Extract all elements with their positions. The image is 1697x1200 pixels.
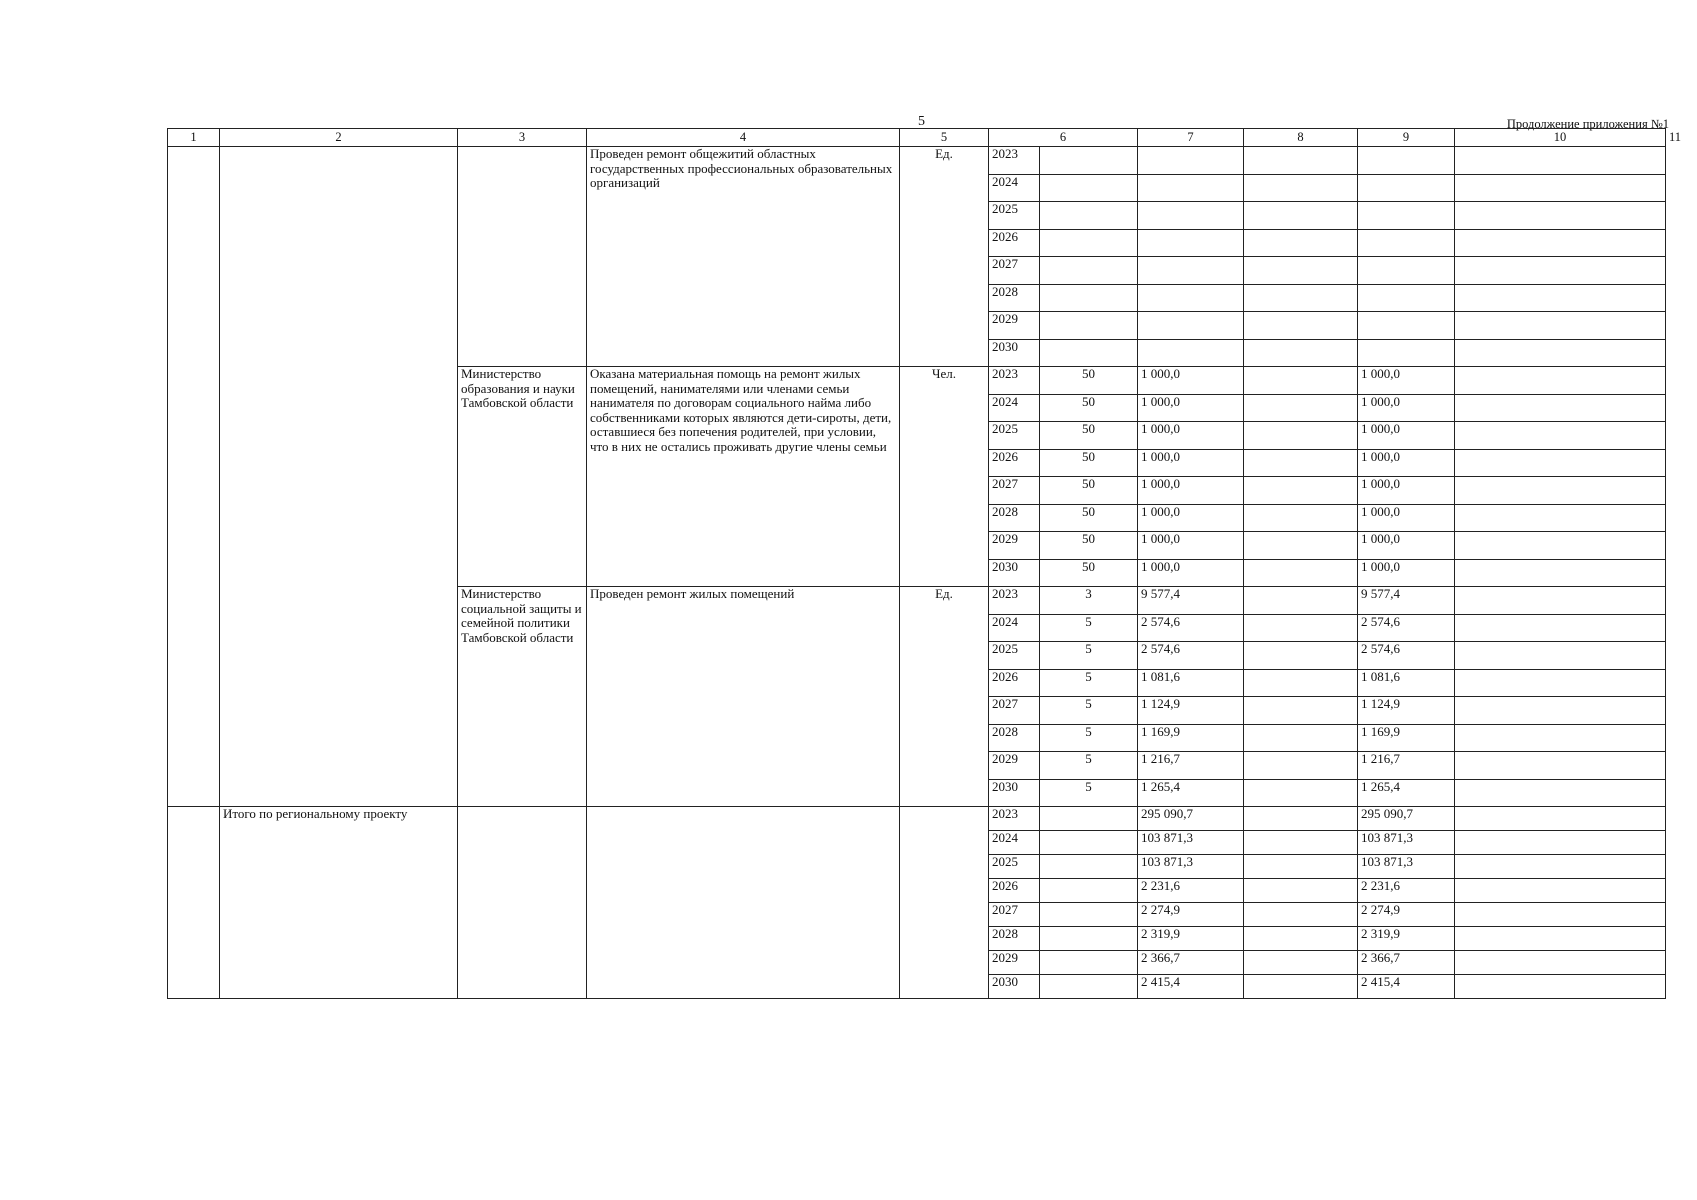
cell-year: 2023 bbox=[989, 147, 1040, 175]
cell-local bbox=[1455, 147, 1666, 175]
cell-value: 50 bbox=[1040, 477, 1138, 505]
cell-regional: 2 319,9 bbox=[1358, 927, 1455, 951]
cell-federal bbox=[1244, 229, 1358, 257]
cell-total-funding: 1 124,9 bbox=[1138, 697, 1244, 725]
cell-value bbox=[1040, 147, 1138, 175]
cell-value: 50 bbox=[1040, 504, 1138, 532]
cell-value bbox=[1040, 855, 1138, 879]
cell-unit: Ед. bbox=[900, 147, 989, 367]
cell-regional bbox=[1358, 147, 1455, 175]
cell-year: 2029 bbox=[989, 312, 1040, 340]
cell-year: 2027 bbox=[989, 697, 1040, 725]
cell-value bbox=[1040, 975, 1138, 999]
cell-federal bbox=[1244, 642, 1358, 670]
cell-value bbox=[1040, 903, 1138, 927]
cell-total-funding: 1 000,0 bbox=[1138, 504, 1244, 532]
program-table bbox=[167, 128, 1682, 999]
cell-year: 2027 bbox=[989, 477, 1040, 505]
cell-federal bbox=[1244, 174, 1358, 202]
cell-federal bbox=[1244, 532, 1358, 560]
cell-regional bbox=[1358, 202, 1455, 230]
cell-year: 2025 bbox=[989, 642, 1040, 670]
cell-regional: 1 000,0 bbox=[1358, 559, 1455, 587]
cell-total-funding: 1 000,0 bbox=[1138, 394, 1244, 422]
cell-regional: 295 090,7 bbox=[1358, 807, 1455, 831]
cell-year: 2024 bbox=[989, 174, 1040, 202]
cell-result: Проведен ремонт общежитий областных государственных профессиональных образовательных организаций bbox=[587, 147, 900, 367]
cell-local bbox=[1455, 229, 1666, 257]
cell-value bbox=[1040, 831, 1138, 855]
cell-total-funding bbox=[1138, 229, 1244, 257]
cell-value bbox=[1040, 174, 1138, 202]
cell-value bbox=[1040, 339, 1138, 367]
cell-regional: 1 000,0 bbox=[1358, 504, 1455, 532]
cell-total-funding: 2 366,7 bbox=[1138, 951, 1244, 975]
cell-number bbox=[168, 807, 220, 999]
cell-year: 2026 bbox=[989, 229, 1040, 257]
cell-total-funding bbox=[1138, 339, 1244, 367]
cell-year: 2026 bbox=[989, 449, 1040, 477]
column-header: 8 bbox=[1244, 129, 1358, 147]
column-header: 2 bbox=[220, 129, 458, 147]
cell-total-funding: 2 574,6 bbox=[1138, 614, 1244, 642]
cell-local bbox=[1455, 559, 1666, 587]
cell-value bbox=[1040, 202, 1138, 230]
cell-federal bbox=[1244, 879, 1358, 903]
cell-total-funding: 1 216,7 bbox=[1138, 752, 1244, 780]
cell-value: 5 bbox=[1040, 614, 1138, 642]
cell-value: 50 bbox=[1040, 422, 1138, 450]
cell-year: 2025 bbox=[989, 855, 1040, 879]
cell-responsible bbox=[458, 807, 587, 999]
cell-value bbox=[1040, 284, 1138, 312]
cell-total-funding bbox=[1138, 147, 1244, 175]
cell-total-funding: 1 000,0 bbox=[1138, 559, 1244, 587]
cell-local bbox=[1455, 284, 1666, 312]
cell-year: 2028 bbox=[989, 724, 1040, 752]
cell-federal bbox=[1244, 367, 1358, 395]
cell-federal bbox=[1244, 831, 1358, 855]
cell-value: 5 bbox=[1040, 724, 1138, 752]
cell-local bbox=[1455, 174, 1666, 202]
cell-total-funding: 9 577,4 bbox=[1138, 587, 1244, 615]
cell-total-funding: 103 871,3 bbox=[1138, 831, 1244, 855]
cell-federal bbox=[1244, 449, 1358, 477]
cell-local bbox=[1455, 257, 1666, 285]
cell-regional: 103 871,3 bbox=[1358, 831, 1455, 855]
cell-local bbox=[1455, 504, 1666, 532]
cell-local bbox=[1455, 614, 1666, 642]
cell-local bbox=[1455, 975, 1666, 999]
cell-year: 2028 bbox=[989, 284, 1040, 312]
cell-value: 50 bbox=[1040, 532, 1138, 560]
cell-regional: 2 574,6 bbox=[1358, 614, 1455, 642]
cell-year: 2026 bbox=[989, 879, 1040, 903]
cell-value: 5 bbox=[1040, 752, 1138, 780]
cell-year: 2030 bbox=[989, 975, 1040, 999]
cell-local bbox=[1455, 587, 1666, 615]
cell-responsible bbox=[458, 147, 587, 367]
cell-local bbox=[1455, 831, 1666, 855]
cell-total-funding bbox=[1138, 174, 1244, 202]
cell-year: 2030 bbox=[989, 559, 1040, 587]
cell-year: 2027 bbox=[989, 903, 1040, 927]
cell-value bbox=[1040, 879, 1138, 903]
cell-regional: 2 231,6 bbox=[1358, 879, 1455, 903]
cell-federal bbox=[1244, 927, 1358, 951]
cell-local bbox=[1455, 752, 1666, 780]
cell-total-funding: 2 574,6 bbox=[1138, 642, 1244, 670]
column-header: 3 bbox=[458, 129, 587, 147]
cell-regional: 2 574,6 bbox=[1358, 642, 1455, 670]
cell-total-funding: 1 000,0 bbox=[1138, 477, 1244, 505]
cell-regional: 1 000,0 bbox=[1358, 449, 1455, 477]
cell-federal bbox=[1244, 284, 1358, 312]
cell-value: 3 bbox=[1040, 587, 1138, 615]
cell-year: 2025 bbox=[989, 422, 1040, 450]
cell-regional: 2 366,7 bbox=[1358, 951, 1455, 975]
cell-year: 2030 bbox=[989, 779, 1040, 807]
cell-local bbox=[1455, 669, 1666, 697]
cell-federal bbox=[1244, 312, 1358, 340]
cell-federal bbox=[1244, 903, 1358, 927]
cell-local bbox=[1455, 477, 1666, 505]
cell-regional: 1 000,0 bbox=[1358, 477, 1455, 505]
cell-federal bbox=[1244, 339, 1358, 367]
cell-local bbox=[1455, 879, 1666, 903]
cell-federal bbox=[1244, 669, 1358, 697]
cell-regional: 103 871,3 bbox=[1358, 855, 1455, 879]
cell-number bbox=[168, 147, 220, 807]
cell-regional bbox=[1358, 257, 1455, 285]
cell-responsible: Министерство социальной защиты и семейной политики Тамбовской области bbox=[458, 587, 587, 807]
continuation-label: Продолжение приложения №1 bbox=[1506, 117, 1669, 131]
cell-total-funding bbox=[1138, 257, 1244, 285]
cell-total-funding: 1 000,0 bbox=[1138, 367, 1244, 395]
cell-value: 5 bbox=[1040, 642, 1138, 670]
cell-federal bbox=[1244, 257, 1358, 285]
cell-local bbox=[1455, 449, 1666, 477]
cell-federal bbox=[1244, 752, 1358, 780]
cell-local bbox=[1455, 903, 1666, 927]
cell-total-funding: 295 090,7 bbox=[1138, 807, 1244, 831]
cell-total-funding bbox=[1138, 312, 1244, 340]
column-header: 1 bbox=[168, 129, 220, 147]
cell-year: 2029 bbox=[989, 752, 1040, 780]
cell-total-funding: 2 319,9 bbox=[1138, 927, 1244, 951]
cell-total-funding: 2 415,4 bbox=[1138, 975, 1244, 999]
cell-federal bbox=[1244, 951, 1358, 975]
cell-value: 50 bbox=[1040, 394, 1138, 422]
cell-unit bbox=[900, 807, 989, 999]
cell-federal bbox=[1244, 697, 1358, 725]
cell-federal bbox=[1244, 587, 1358, 615]
cell-federal bbox=[1244, 202, 1358, 230]
column-number-row: 1 2 3 4 5 6 7 8 9 10 11 bbox=[168, 129, 1666, 147]
cell-year: 2024 bbox=[989, 614, 1040, 642]
cell-local bbox=[1455, 779, 1666, 807]
cell-total-funding: 1 000,0 bbox=[1138, 532, 1244, 560]
cell-total-funding: 1 000,0 bbox=[1138, 422, 1244, 450]
cell-regional: 1 124,9 bbox=[1358, 697, 1455, 725]
cell-federal bbox=[1244, 855, 1358, 879]
cell-year: 2024 bbox=[989, 394, 1040, 422]
cell-local bbox=[1455, 367, 1666, 395]
cell-local bbox=[1455, 951, 1666, 975]
column-header: 7 bbox=[1138, 129, 1244, 147]
cell-regional: 1 000,0 bbox=[1358, 367, 1455, 395]
cell-value: 5 bbox=[1040, 697, 1138, 725]
total-label: Итого по региональному проекту bbox=[220, 807, 458, 999]
cell-value: 50 bbox=[1040, 559, 1138, 587]
cell-regional: 9 577,4 bbox=[1358, 587, 1455, 615]
cell-local bbox=[1455, 697, 1666, 725]
cell-value bbox=[1040, 807, 1138, 831]
cell-value bbox=[1040, 951, 1138, 975]
cell-local bbox=[1455, 642, 1666, 670]
cell-value: 5 bbox=[1040, 669, 1138, 697]
cell-local bbox=[1455, 724, 1666, 752]
column-header: 10 bbox=[1455, 129, 1666, 147]
cell-regional bbox=[1358, 174, 1455, 202]
cell-unit: Ед. bbox=[900, 587, 989, 807]
cell-value: 5 bbox=[1040, 779, 1138, 807]
cell-total-funding: 1 265,4 bbox=[1138, 779, 1244, 807]
cell-year: 2030 bbox=[989, 339, 1040, 367]
cell-regional bbox=[1358, 284, 1455, 312]
cell-year: 2025 bbox=[989, 202, 1040, 230]
cell-local bbox=[1455, 394, 1666, 422]
cell-local bbox=[1455, 855, 1666, 879]
cell-value bbox=[1040, 229, 1138, 257]
cell-local bbox=[1455, 927, 1666, 951]
cell-federal bbox=[1244, 422, 1358, 450]
cell-regional: 2 415,4 bbox=[1358, 975, 1455, 999]
cell-year: 2026 bbox=[989, 669, 1040, 697]
cell-result: Проведен ремонт жилых помещений bbox=[587, 587, 900, 807]
cell-local bbox=[1455, 202, 1666, 230]
cell-project-name bbox=[220, 147, 458, 807]
cell-total-funding: 1 000,0 bbox=[1138, 449, 1244, 477]
cell-year: 2028 bbox=[989, 504, 1040, 532]
cell-total-funding: 2 274,9 bbox=[1138, 903, 1244, 927]
cell-value bbox=[1040, 312, 1138, 340]
cell-federal bbox=[1244, 724, 1358, 752]
column-header: 6 bbox=[989, 129, 1138, 147]
cell-value bbox=[1040, 257, 1138, 285]
cell-total-funding: 1 081,6 bbox=[1138, 669, 1244, 697]
cell-result bbox=[587, 807, 900, 999]
page-number: 5 bbox=[918, 114, 925, 129]
table-row bbox=[168, 147, 1666, 175]
cell-value: 50 bbox=[1040, 367, 1138, 395]
cell-year: 2029 bbox=[989, 532, 1040, 560]
cell-regional: 1 081,6 bbox=[1358, 669, 1455, 697]
cell-regional: 1 000,0 bbox=[1358, 532, 1455, 560]
cell-year: 2024 bbox=[989, 831, 1040, 855]
cell-total-funding: 2 231,6 bbox=[1138, 879, 1244, 903]
column-header: 4 bbox=[587, 129, 900, 147]
cell-year: 2029 bbox=[989, 951, 1040, 975]
cell-result: Оказана материальная помощь на ремонт жилых помещений, нанимателями или членами семьи нанимателя по договорам социального найма либо собственниками которых являются дети-сироты, дети, оставшиеся без попечения родителей, при условии, что в них не остались проживать другие члены семьи bbox=[587, 367, 900, 587]
cell-total-funding: 1 169,9 bbox=[1138, 724, 1244, 752]
cell-value: 50 bbox=[1040, 449, 1138, 477]
total-row bbox=[168, 807, 1666, 831]
cell-federal bbox=[1244, 807, 1358, 831]
cell-regional: 1 169,9 bbox=[1358, 724, 1455, 752]
cell-federal bbox=[1244, 477, 1358, 505]
cell-regional: 1 000,0 bbox=[1358, 394, 1455, 422]
column-header: 9 bbox=[1358, 129, 1455, 147]
cell-total-funding: 103 871,3 bbox=[1138, 855, 1244, 879]
cell-year: 2023 bbox=[989, 807, 1040, 831]
cell-local bbox=[1455, 532, 1666, 560]
cell-local bbox=[1455, 312, 1666, 340]
cell-regional: 1 216,7 bbox=[1358, 752, 1455, 780]
cell-regional: 1 000,0 bbox=[1358, 422, 1455, 450]
cell-year: 2023 bbox=[989, 367, 1040, 395]
cell-total-funding bbox=[1138, 202, 1244, 230]
cell-regional: 2 274,9 bbox=[1358, 903, 1455, 927]
cell-federal bbox=[1244, 614, 1358, 642]
cell-unit: Чел. bbox=[900, 367, 989, 587]
cell-year: 2023 bbox=[989, 587, 1040, 615]
cell-local bbox=[1455, 422, 1666, 450]
column-header: 5 bbox=[900, 129, 989, 147]
cell-regional: 1 265,4 bbox=[1358, 779, 1455, 807]
cell-federal bbox=[1244, 394, 1358, 422]
cell-local bbox=[1455, 807, 1666, 831]
cell-responsible: Министерство образования и науки Тамбовской области bbox=[458, 367, 587, 587]
cell-federal bbox=[1244, 779, 1358, 807]
cell-total-funding bbox=[1138, 284, 1244, 312]
cell-federal bbox=[1244, 504, 1358, 532]
cell-regional bbox=[1358, 229, 1455, 257]
cell-federal bbox=[1244, 559, 1358, 587]
cell-value bbox=[1040, 927, 1138, 951]
cell-regional bbox=[1358, 312, 1455, 340]
cell-federal bbox=[1244, 975, 1358, 999]
cell-year: 2028 bbox=[989, 927, 1040, 951]
cell-local bbox=[1455, 339, 1666, 367]
cell-year: 2027 bbox=[989, 257, 1040, 285]
cell-federal bbox=[1244, 147, 1358, 175]
cell-regional bbox=[1358, 339, 1455, 367]
